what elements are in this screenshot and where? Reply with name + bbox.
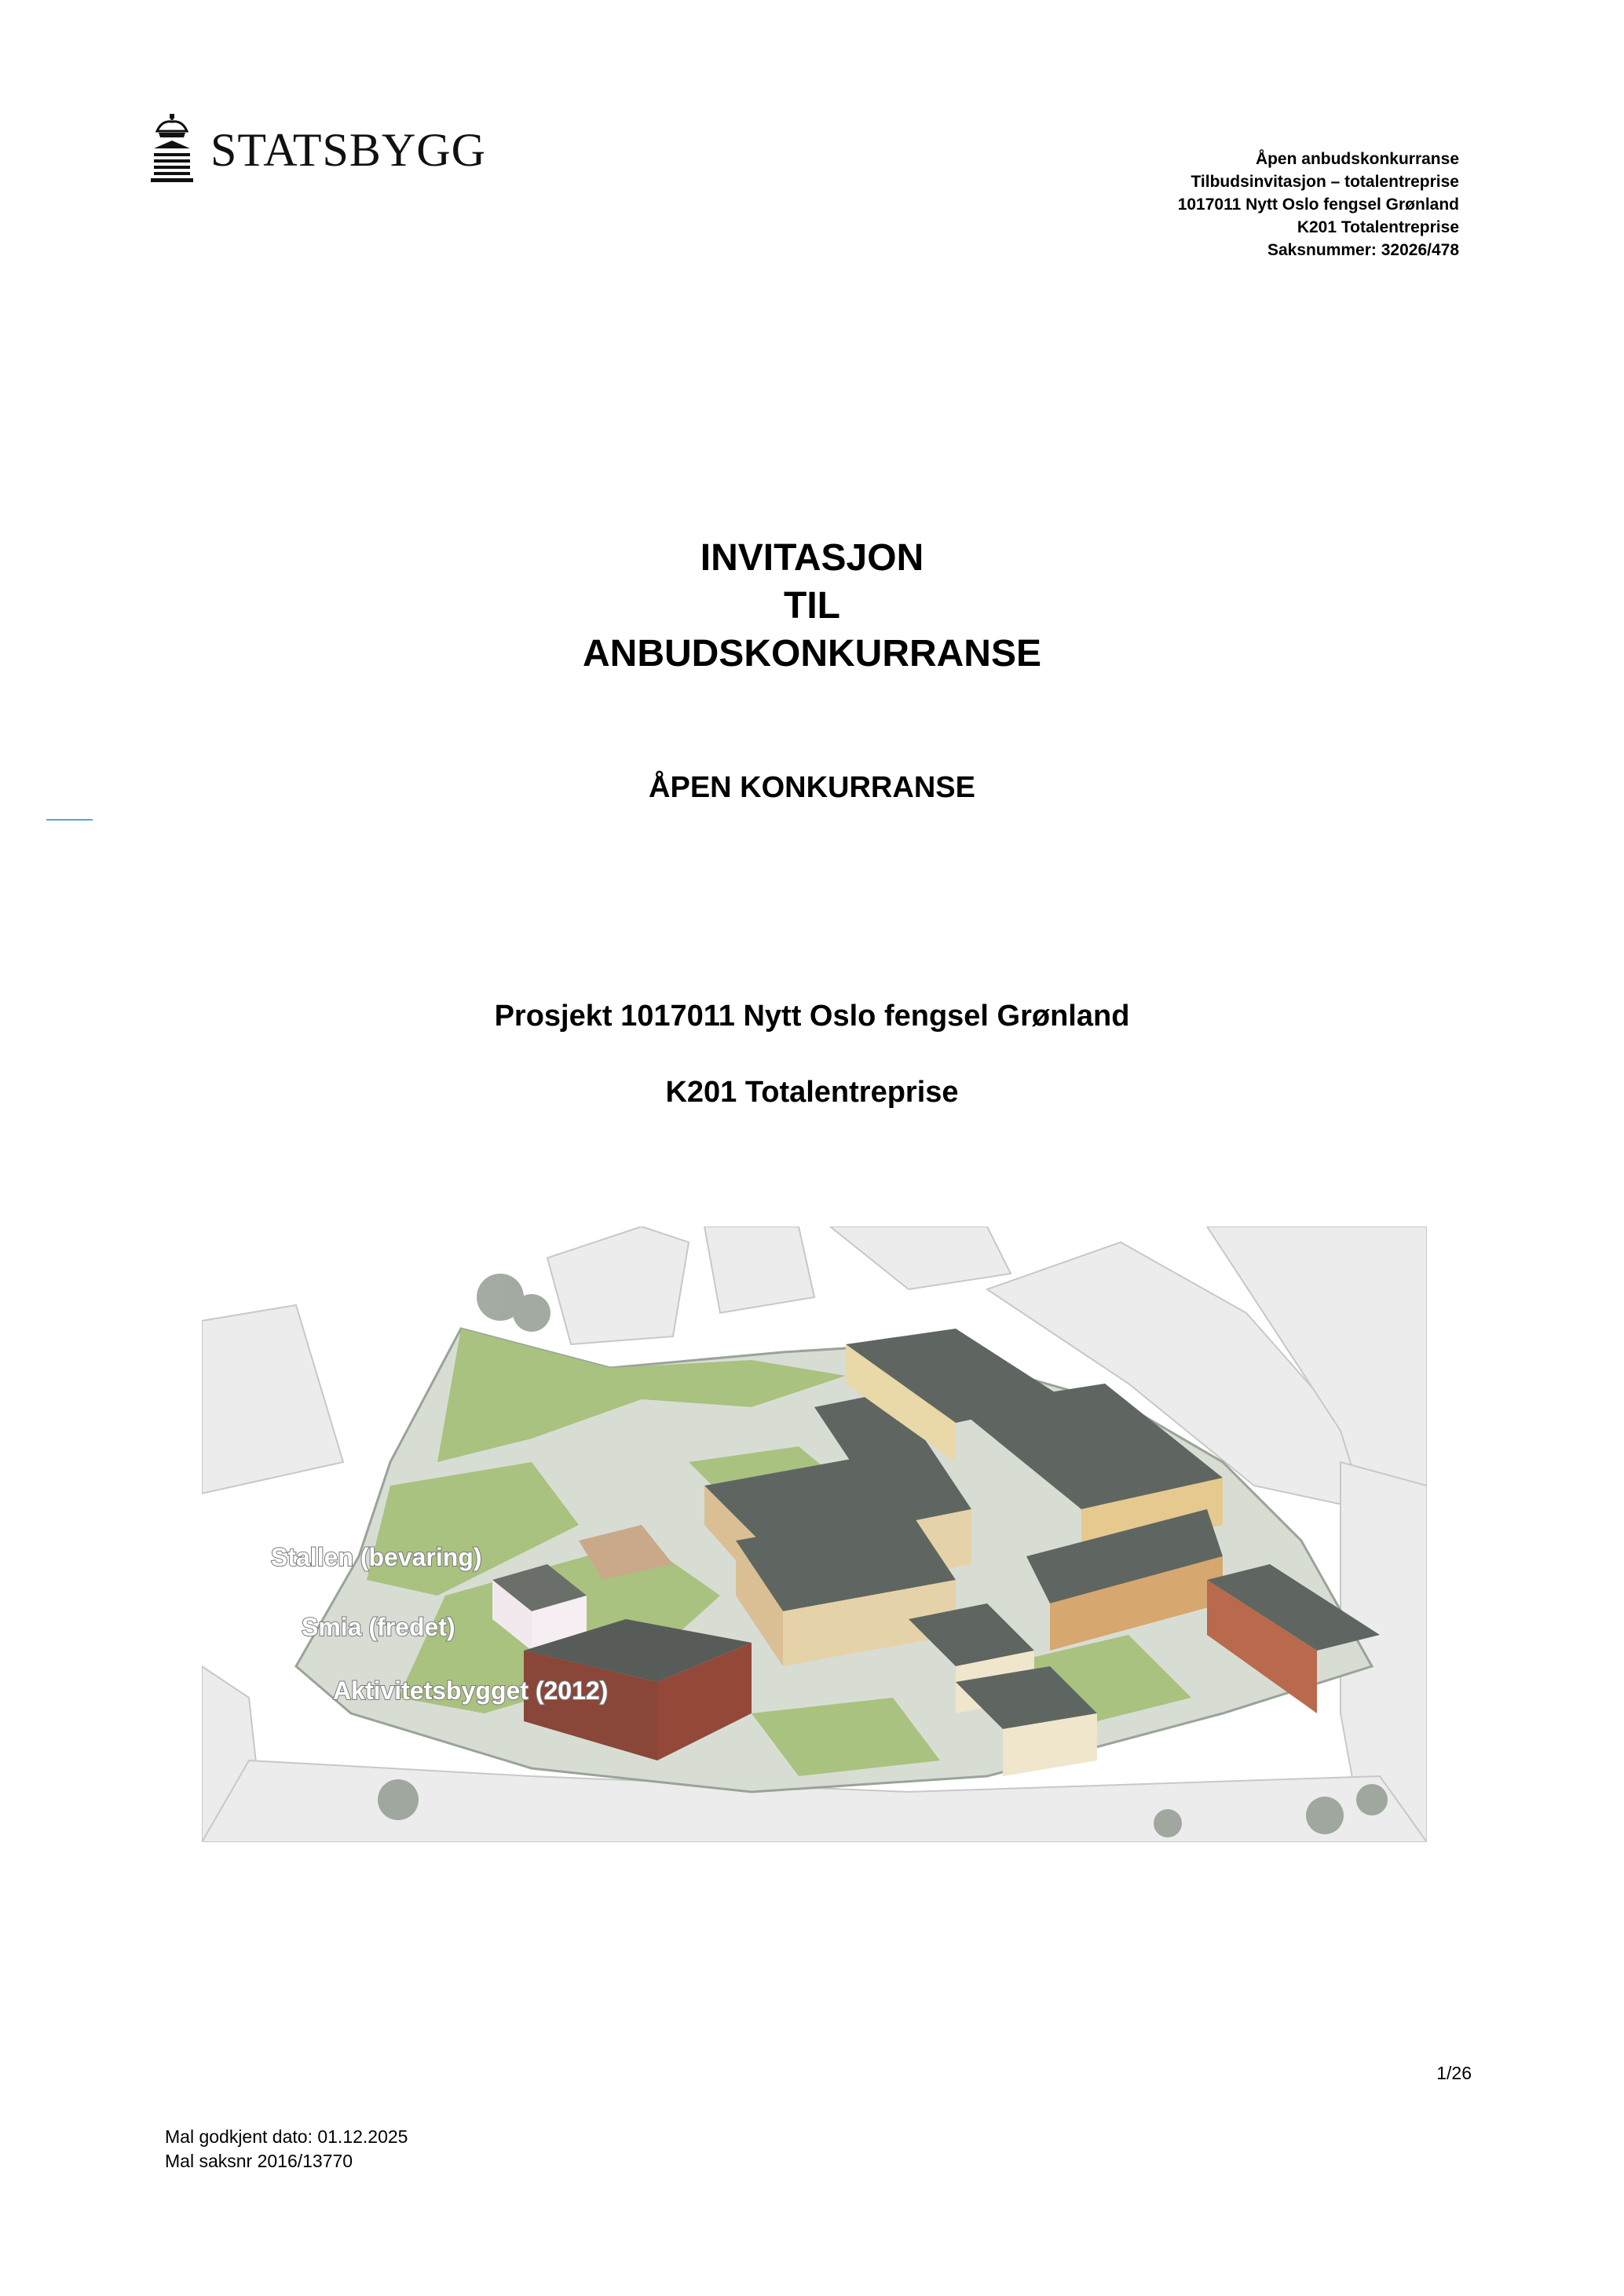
label-stallen: Stallen (bevaring)	[271, 1543, 482, 1571]
title-line: TIL	[784, 585, 840, 627]
statsbygg-logo	[151, 114, 486, 186]
footer-line: Mal godkjent dato: 01.12.2025	[165, 2126, 408, 2147]
footer-line: Mal saksnr 2016/13770	[165, 2151, 353, 2171]
header-line: Åpen anbudskonkurranse	[1255, 150, 1459, 168]
crown-columns-icon	[151, 114, 193, 186]
subtitle: ÅPEN KONKURRANSE	[649, 771, 975, 804]
contract-title: K201 Totalentreprise	[665, 1076, 959, 1109]
page-number: 1/26	[1436, 2063, 1472, 2083]
project-title: Prosjekt 1017011 Nytt Oslo fengsel Grønland	[494, 1000, 1130, 1033]
document-header	[1178, 148, 1459, 261]
header-line: Saksnummer: 32026/478	[1267, 241, 1459, 259]
header-line: 1017011 Nytt Oslo fengsel Grønland	[1177, 196, 1459, 214]
title-line: ANBUDSKONKURRANSE	[582, 633, 1041, 675]
title-line: INVITASJON	[700, 537, 924, 579]
page-title	[0, 534, 1624, 678]
header-line: Tilbudsinvitasjon – totalentreprise	[1191, 173, 1459, 191]
header-line: K201 Totalentreprise	[1297, 218, 1459, 236]
site-illustration	[202, 1227, 1427, 1842]
logo-text: STATSBYGG	[210, 124, 486, 176]
footer	[165, 2125, 408, 2174]
label-aktivitetsbygget: Aktivitetsbygget (2012)	[333, 1676, 609, 1705]
label-smia: Smia (fredet)	[302, 1613, 455, 1641]
margin-mark	[46, 819, 93, 821]
